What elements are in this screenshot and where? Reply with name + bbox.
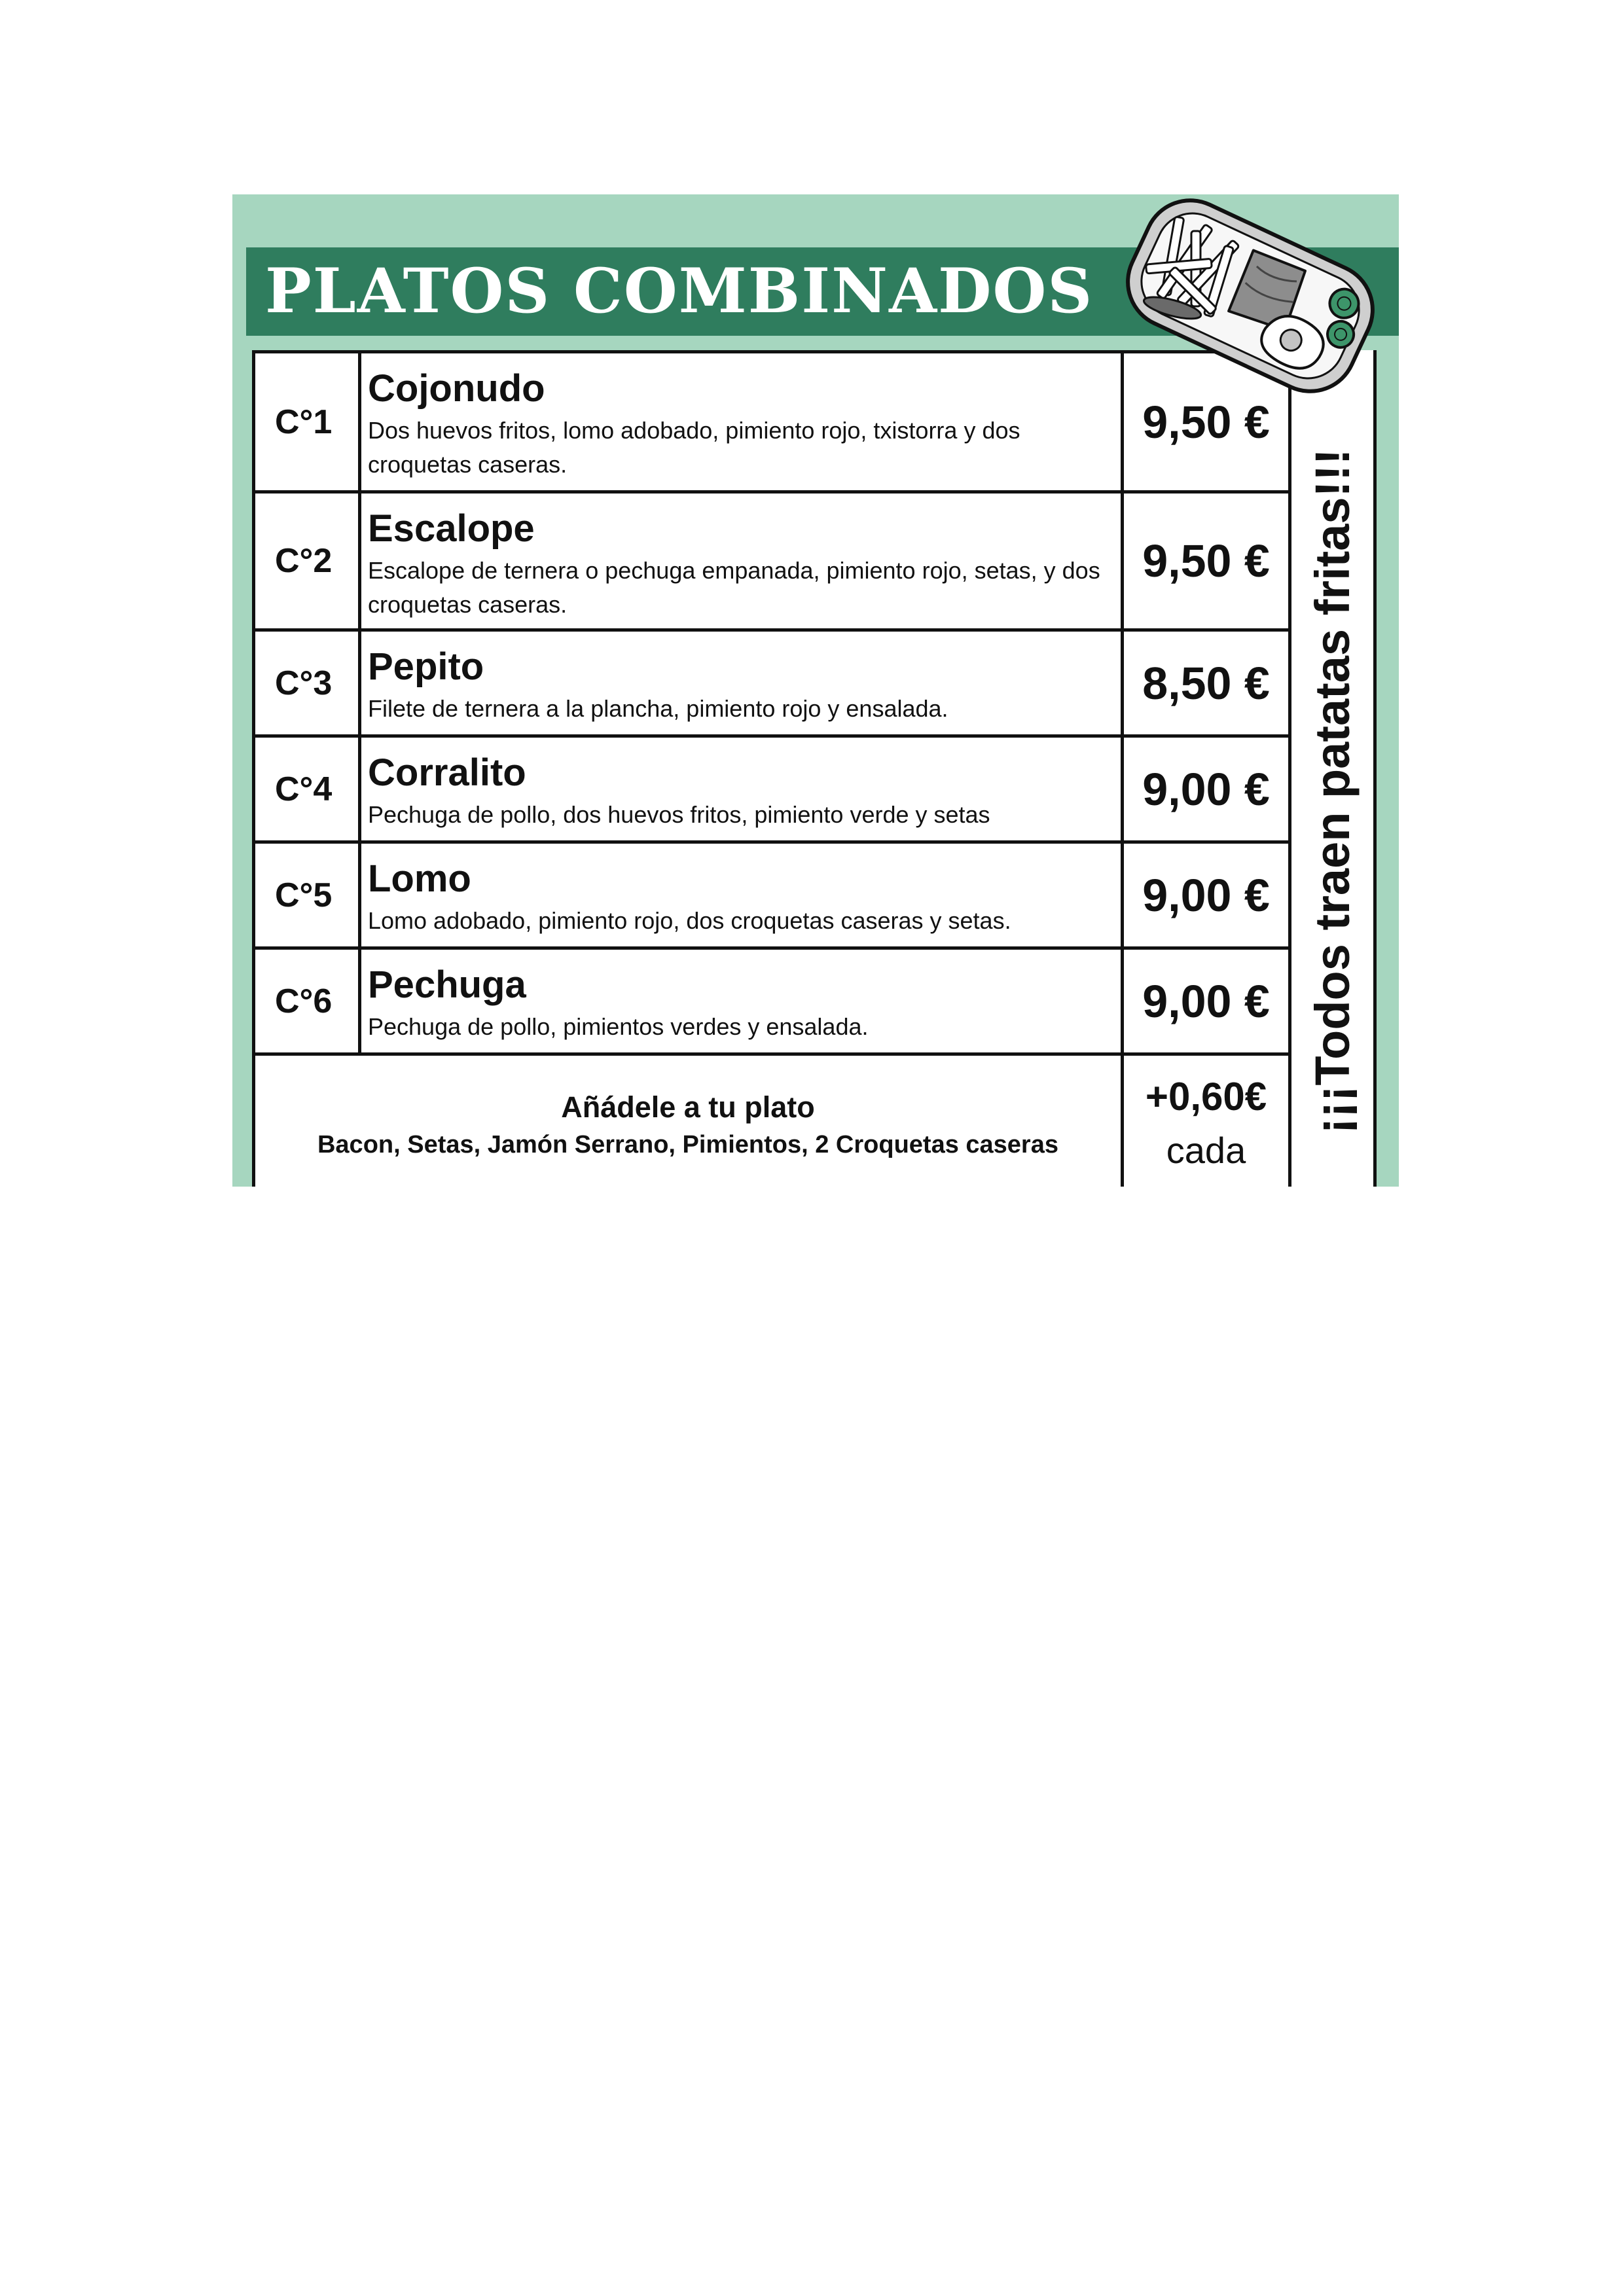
- extras-row: [255, 1056, 1291, 1187]
- dish-description: croquetas caseras.: [368, 591, 568, 618]
- side-note: ¡¡¡Todos traen patatas fritas!!!: [1305, 448, 1360, 1134]
- extras-cell: [255, 1056, 1124, 1187]
- dish-description: Pechuga de pollo, pimientos verdes y ensalada.: [368, 1013, 869, 1040]
- plate-illustration: [1106, 194, 1398, 414]
- menu-row: [255, 493, 1291, 632]
- menu-title: PLATOS COMBINADOS: [265, 255, 1094, 327]
- dish-code: C°5: [255, 844, 361, 950]
- dish-name: Escalope: [368, 507, 535, 550]
- dish-code: C°3: [255, 632, 361, 738]
- dish-description: Lomo adobado, pimiento rojo, dos croquetas caseras y setas.: [368, 907, 1011, 934]
- dish-cell: [361, 950, 1124, 1056]
- dish-description: Dos huevos fritos, lomo adobado, pimiento rojo, txistorra y dos: [368, 417, 1020, 444]
- menu-row: [255, 632, 1291, 738]
- dish-cell: [361, 738, 1124, 844]
- dish-price: 9,50 €: [1124, 493, 1291, 632]
- dish-price: 9,00 €: [1124, 844, 1291, 950]
- dish-price: 8,50 €: [1124, 632, 1291, 738]
- menu-row: [255, 950, 1291, 1056]
- dish-code: C°1: [255, 353, 361, 493]
- dish-description: Filete de ternera a la plancha, pimiento rojo y ensalada.: [368, 695, 948, 722]
- extras-price-cell: [1124, 1056, 1291, 1187]
- extras-price: +0,60€: [1145, 1075, 1267, 1119]
- dish-cell: [361, 493, 1124, 632]
- dish-name: Pechuga: [368, 963, 526, 1006]
- dish-code: C°6: [255, 950, 361, 1056]
- dish-description: croquetas caseras.: [368, 451, 568, 478]
- extras-title: Añádele a tu plato: [561, 1090, 815, 1124]
- dish-name: Corralito: [368, 751, 526, 794]
- dish-price: 9,50 €: [1124, 353, 1291, 493]
- dish-cell: [361, 844, 1124, 950]
- menu-table: [252, 350, 1291, 1187]
- dish-code: C°4: [255, 738, 361, 844]
- dish-name: Pepito: [368, 645, 484, 688]
- dish-cell: [361, 353, 1124, 493]
- extras-price-unit: cada: [1166, 1130, 1246, 1171]
- dish-cell: [361, 632, 1124, 738]
- dish-name: Lomo: [368, 857, 471, 900]
- extras-list: Bacon, Setas, Jamón Serrano, Pimientos, 2 Croquetas caseras: [317, 1131, 1058, 1158]
- dish-code: C°2: [255, 493, 361, 632]
- menu-row: [255, 844, 1291, 950]
- dish-price: 9,00 €: [1124, 738, 1291, 844]
- menu-row: [255, 738, 1291, 844]
- dish-name: Cojonudo: [368, 367, 545, 410]
- dish-description: Pechuga de pollo, dos huevos fritos, pimiento verde y setas: [368, 801, 990, 828]
- dish-description: Escalope de ternera o pechuga empanada, pimiento rojo, setas, y dos: [368, 557, 1100, 584]
- dish-price: 9,00 €: [1124, 950, 1291, 1056]
- menu-panel: [232, 194, 1399, 1187]
